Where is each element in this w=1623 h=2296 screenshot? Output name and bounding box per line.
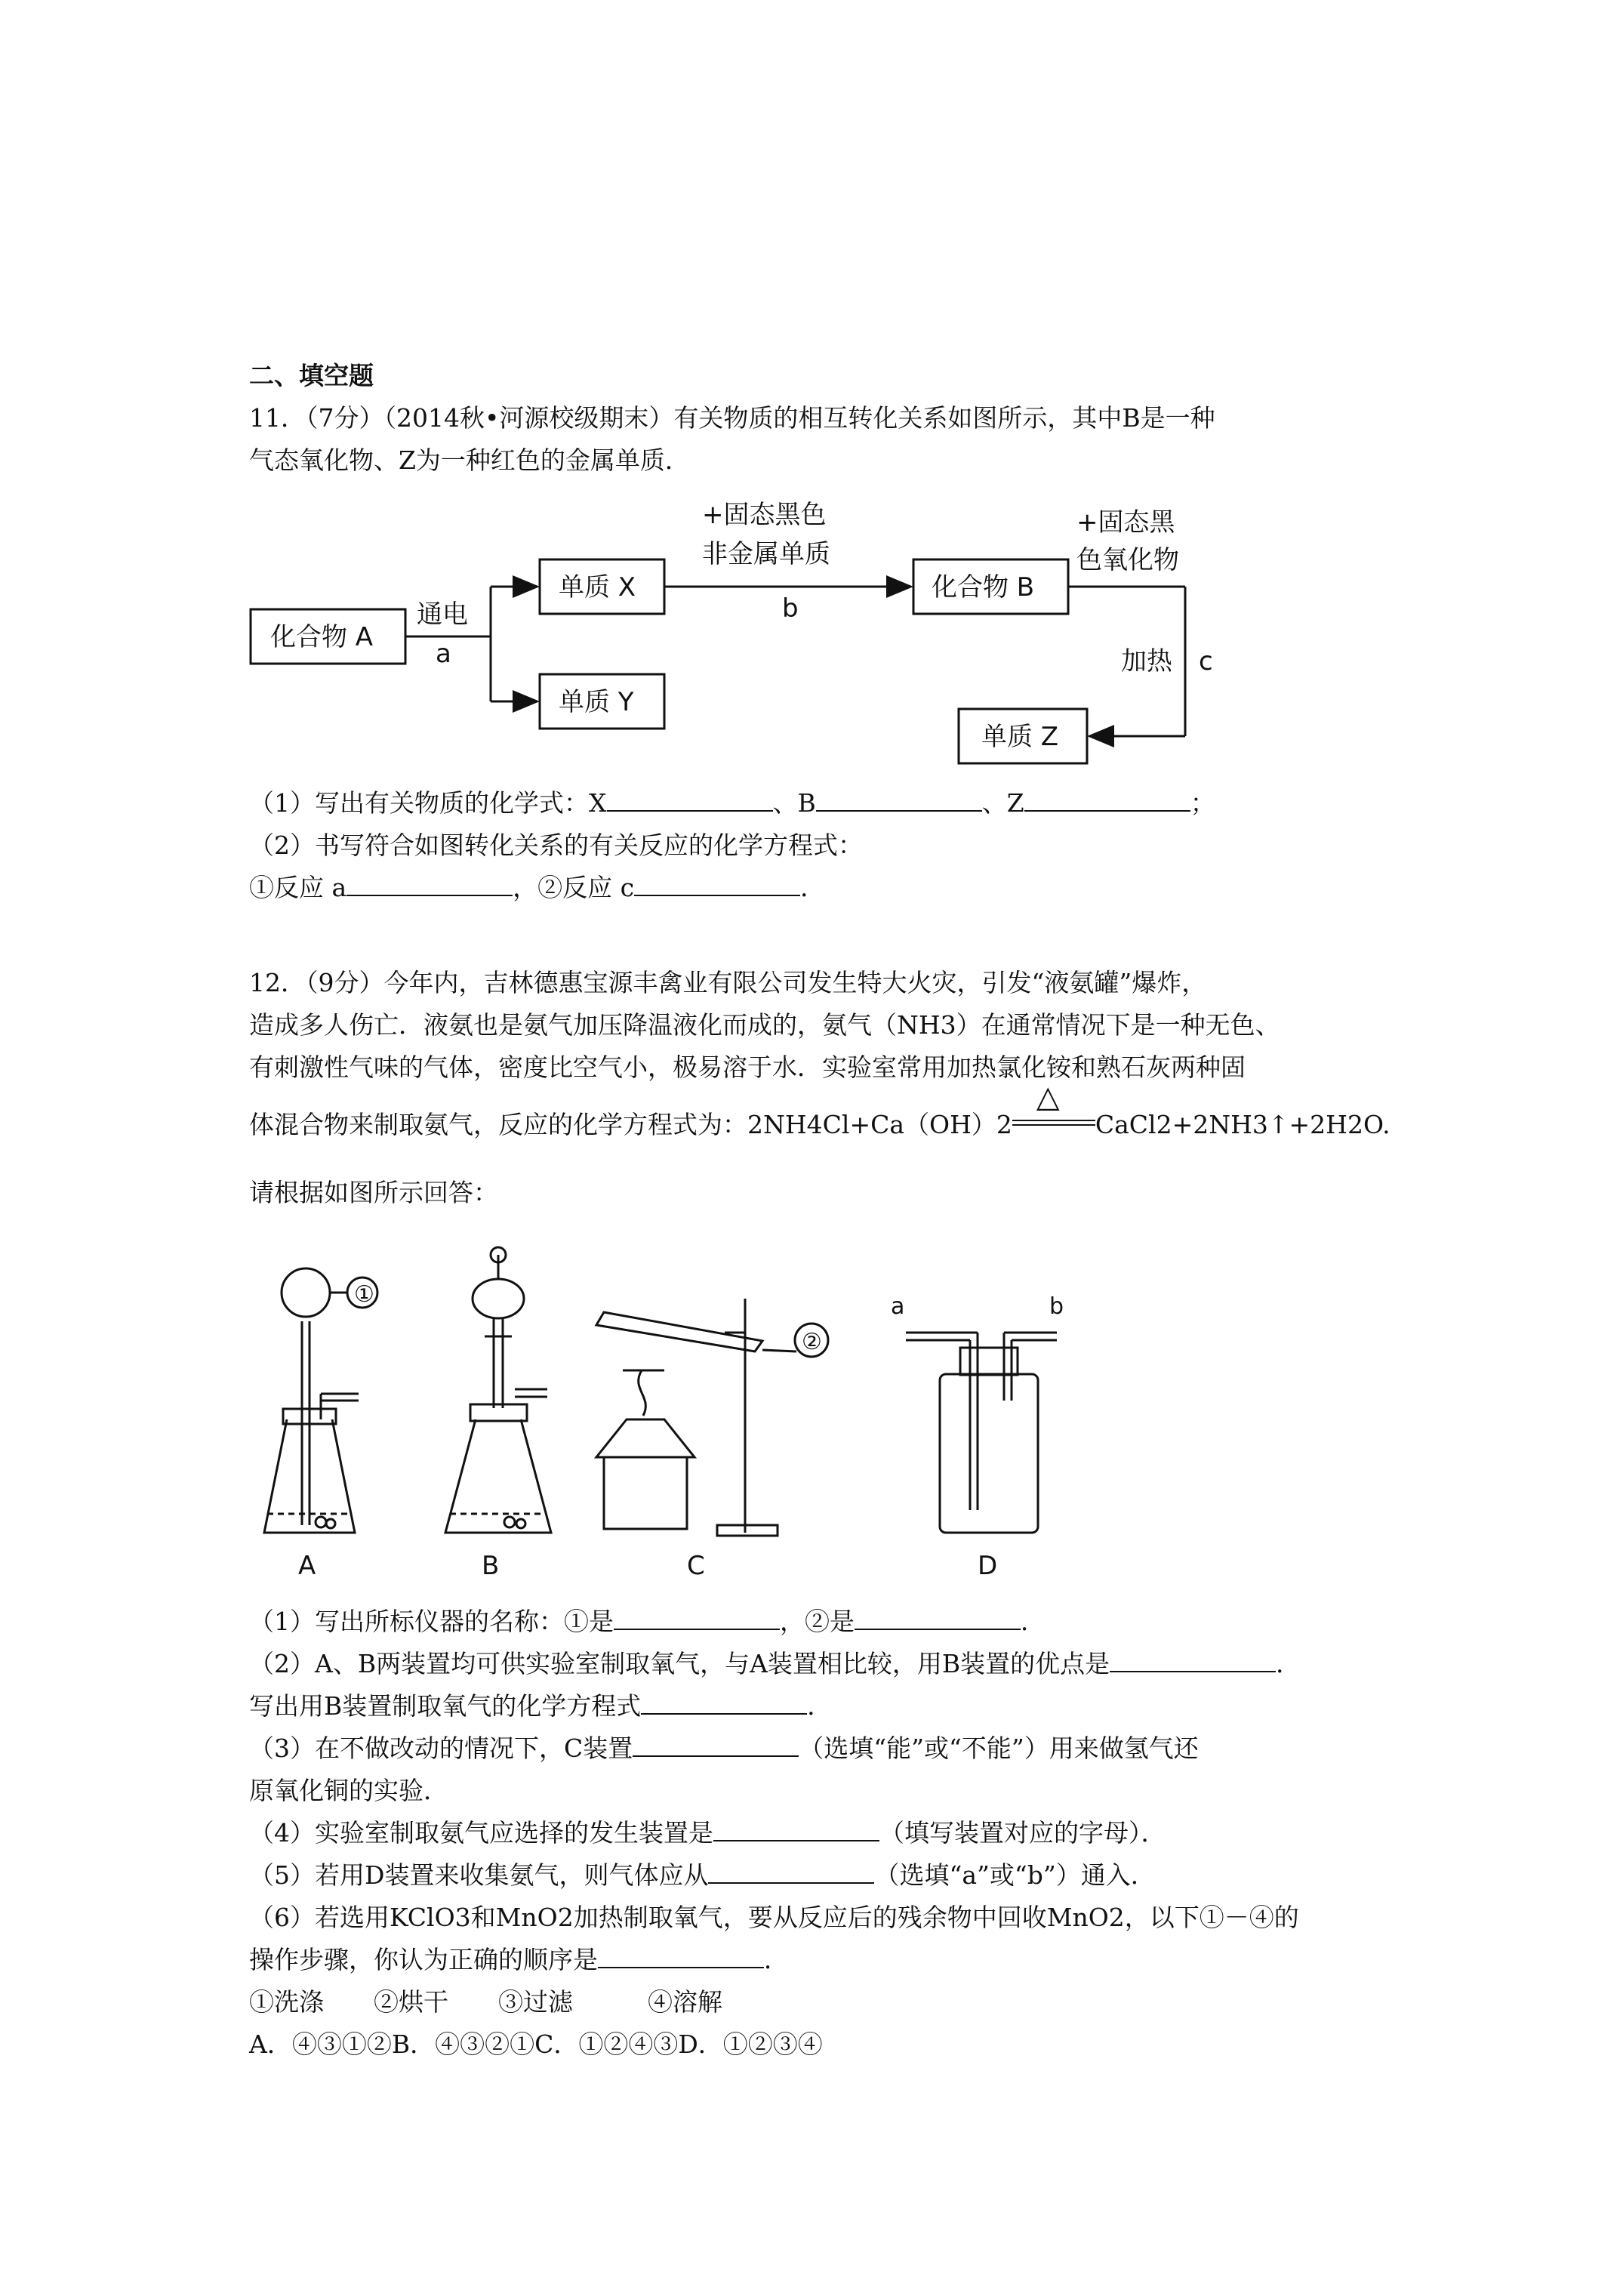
arrow-b-condition-2: 非金属单质 xyxy=(702,539,830,569)
blank-b[interactable] xyxy=(816,789,982,812)
q11-conversion-diagram xyxy=(242,495,1246,774)
element-z-label: 单质 Z xyxy=(981,722,1059,752)
blank-oxygen-equation[interactable] xyxy=(641,1692,807,1715)
q12-stem-line2: 造成多人伤亡．液氨也是氨气加压降温液化而成的，氨气（NH3）在通常情况下是一种无色、 xyxy=(249,1010,1280,1040)
port-a-label: a xyxy=(891,1293,905,1320)
compound-b-label: 化合物 B xyxy=(932,572,1035,603)
arrow-c-condition-2: 色氧化物 xyxy=(1076,545,1179,575)
q12-s6-line2: 操作步骤，你认为正确的顺序是 ． xyxy=(249,1945,789,1974)
q12-stem-line4: 体混合物来制取氨气，反应的化学方程式为：2NH4Cl+Ca（OH）2 △ CaCl2+2NH3↑+2H2O. xyxy=(249,1080,1390,1139)
blank-inlet[interactable] xyxy=(708,1861,874,1884)
apparatus-label-b: B xyxy=(482,1551,500,1581)
equation-condition: △ xyxy=(1012,1111,1095,1133)
apparatus-d xyxy=(891,1293,1064,1533)
q12-s3-line1: （3）在不做改动的情况下，C装置 （选填“能”或“不能”）用来做氢气还 xyxy=(249,1734,1199,1763)
q11-sub2: （2）书写符合如图转化关系的有关反应的化学方程式： xyxy=(249,831,863,860)
apparatus-label-a: A xyxy=(298,1551,316,1581)
q12-s1: （1）写出所标仪器的名称：①是 ，②是 ． xyxy=(249,1607,1046,1636)
q11-stem-line2: 气态氧化物、Z为一种红色的金属单质． xyxy=(249,445,690,475)
q12-stem-line5: 请根据如图所示回答： xyxy=(249,1178,498,1207)
tongdian-label: 通电 xyxy=(417,599,468,630)
q12-stem-line1: 12．（9分）今年内，吉林德惠宝源丰禽业有限公司发生特大火灾，引发“液氨罐”爆炸， xyxy=(249,968,1207,997)
blank-generator[interactable] xyxy=(713,1819,879,1841)
compound-a-label: 化合物 A xyxy=(270,622,374,652)
blank-can-or-cannot[interactable] xyxy=(633,1734,799,1757)
apparatus-c xyxy=(596,1299,828,1536)
q12-s5: （5）若用D装置来收集氨气，则气体应从 （选填“a”或“b”）通入． xyxy=(249,1860,1156,1890)
blank-reaction-a[interactable] xyxy=(346,874,513,896)
apparatus-label-d: D xyxy=(978,1551,998,1581)
q12-steps: ①洗涤 ②烘干 ③过滤 ④溶解 xyxy=(249,1987,722,2017)
marker-2: ② xyxy=(802,1329,822,1355)
q11-sub1: （1）写出有关物质的化学式：X 、B 、Z ； xyxy=(249,788,1215,818)
q12-s6-line1: （6）若选用KClO3和MnO2加热制取氧气，要从反应后的残余物中回收MnO2，以下①－④的 xyxy=(249,1903,1299,1932)
q11-stem-line1: 11．（7分）（2014秋•河源校级期末）有关物质的相互转化关系如图所示，其中B是一种 xyxy=(249,403,1215,433)
blank-instrument-2[interactable] xyxy=(855,1607,1021,1630)
q12-s2-line1: （2）A、B两装置均可供实验室制取氧气，与A装置相比较，用B装置的优点是 ． xyxy=(249,1649,1301,1678)
element-y-label: 单质 Y xyxy=(559,687,634,717)
blank-x[interactable] xyxy=(607,789,773,812)
q12-s3-line2: 原氧化铜的实验． xyxy=(249,1776,448,1805)
q11-sub3: ①反应 a ，②反应 c ． xyxy=(249,873,826,902)
marker-1: ① xyxy=(354,1281,374,1308)
blank-instrument-1[interactable] xyxy=(614,1607,780,1630)
blank-reaction-c[interactable] xyxy=(634,874,800,896)
reaction-a-label: a xyxy=(436,639,451,669)
arrow-b-condition-1: +固态黑色 xyxy=(702,500,827,530)
apparatus-b xyxy=(445,1247,551,1533)
q12-s4: （4）实验室制取氨气应选择的发生装置是 （填写装置对应的字母）． xyxy=(249,1818,1166,1848)
blank-order[interactable] xyxy=(598,1946,764,1968)
arrow-c-condition-1: +固态黑 xyxy=(1076,507,1175,538)
equation-left: 2NH4Cl+Ca（OH）2 xyxy=(747,1110,1012,1139)
element-x-label: 单质 X xyxy=(559,572,636,603)
reaction-c-label: c xyxy=(1199,646,1213,676)
apparatus-a xyxy=(264,1268,377,1533)
q12-stem-line3: 有刺激性气味的气体，密度比空气小，极易溶于水．实验室常用加热氯化铵和熟石灰两种固 xyxy=(249,1052,1246,1082)
section-title: 二、填空题 xyxy=(249,361,374,390)
port-b-label: b xyxy=(1049,1293,1064,1320)
q12-options: A．④③①②B．④③②①C．①②④③D．①②③④ xyxy=(249,2029,823,2059)
heat-label: 加热 xyxy=(1121,646,1172,676)
apparatus-label-c: C xyxy=(687,1551,705,1581)
blank-advantage[interactable] xyxy=(1110,1650,1276,1672)
q12-apparatus-figure xyxy=(242,1238,1095,1586)
blank-z[interactable] xyxy=(1024,789,1190,812)
reaction-b-label: b xyxy=(782,593,799,624)
equation-right: CaCl2+2NH3↑+2H2O. xyxy=(1095,1110,1390,1139)
q12-s2-line2: 写出用B装置制取氧气的化学方程式 ． xyxy=(249,1691,833,1721)
